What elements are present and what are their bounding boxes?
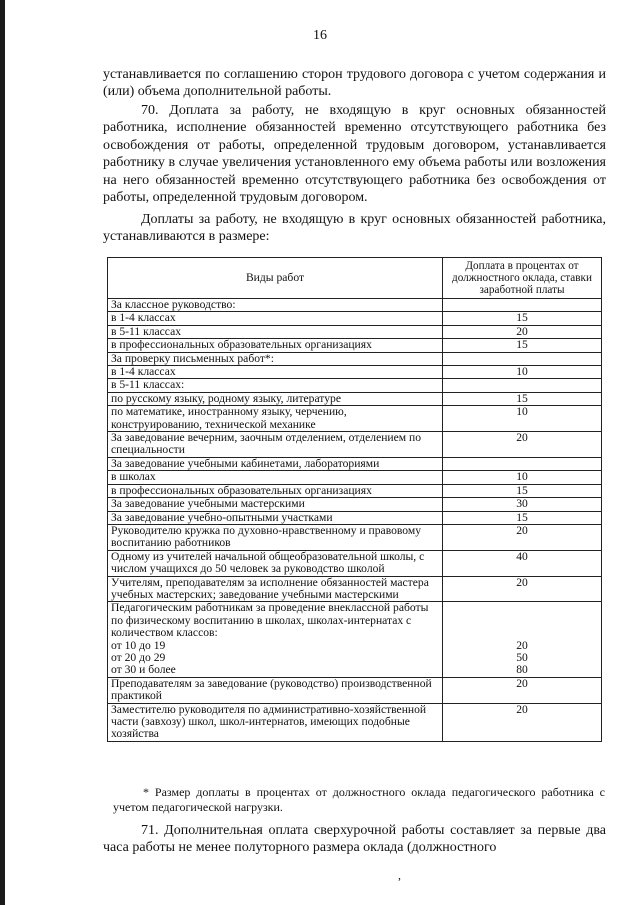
table-body — [108, 299, 602, 742]
work-type-cell: Заместителю руководителя по административно-хозяйственной части (завхозу) школ, школ-интернатов, имеющих подобные хозяйства — [108, 703, 443, 741]
work-type-cell: За заведование учебными кабинетами, лабораториями — [108, 457, 443, 470]
table-row — [108, 524, 602, 550]
work-type-cell: в 5-11 классах: — [108, 379, 443, 392]
payment-value-cell: 15 — [443, 511, 602, 524]
work-type-cell: в профессиональных образовательных организациях — [108, 339, 443, 352]
table-row — [108, 325, 602, 338]
work-type-cell: по русскому языку, родному языку, литературе — [108, 392, 443, 405]
payment-value-cell: 10 — [443, 366, 602, 379]
paragraph-continuation: устанавливается по соглашению сторон трудового договора с учетом содержания и (или) объема дополнительной работы. — [103, 67, 606, 100]
scan-edge-shadow — [0, 0, 5, 905]
payment-value-cell: 20 50 80 — [443, 602, 602, 677]
table-row — [108, 339, 602, 352]
payment-value-cell — [443, 352, 602, 365]
work-type-cell: За проверку письменных работ*: — [108, 352, 443, 365]
work-type-cell: За заведование учебно-опытными участками — [108, 511, 443, 524]
work-type-cell: За заведование учебными мастерскими — [108, 498, 443, 511]
table-row — [108, 511, 602, 524]
table-row — [108, 392, 602, 405]
table-row — [108, 352, 602, 365]
payments-table — [107, 257, 602, 742]
payment-value-cell: 15 — [443, 484, 602, 497]
work-type-cell: Учителям, преподавателям за исполнение обязанностей мастера учебных мастерских; заведование учебными мастерскими — [108, 576, 443, 602]
payment-value-cell: 20 — [443, 325, 602, 338]
work-type-cell: в 1-4 классах — [108, 312, 443, 325]
table-row — [108, 576, 602, 602]
work-type-cell: в 1-4 классах — [108, 366, 443, 379]
payment-value-cell: 20 — [443, 524, 602, 550]
table-row — [108, 677, 602, 703]
table-row — [108, 484, 602, 497]
payment-value-cell: 30 — [443, 498, 602, 511]
work-type-cell: За заведование вечерним, заочным отделением, отделением по специальности — [108, 432, 443, 458]
table-row — [108, 379, 602, 392]
table-row — [108, 550, 602, 576]
work-type-cell: Педагогическим работникам за проведение внеклассной работы по физическому воспитанию в школах, школах-интернатах с количеством классов: от 10 до 19 от 20 до 29 от 30 и более — [108, 602, 443, 677]
table-row — [108, 457, 602, 470]
header-payment-percent: Доплата в процентах от должностного оклада, ставки заработной платы — [443, 258, 602, 299]
table-row — [108, 703, 602, 741]
table-row — [108, 602, 602, 677]
payment-value-cell: 20 — [443, 677, 602, 703]
payment-value-cell: 20 — [443, 703, 602, 741]
table-row — [108, 312, 602, 325]
work-type-cell: в школах — [108, 471, 443, 484]
payment-value-cell: 40 — [443, 550, 602, 576]
work-type-cell: Руководителю кружка по духовно-нравственному и правовому воспитанию работников — [108, 524, 443, 550]
header-work-types: Виды работ — [108, 258, 443, 299]
payment-value-cell: 10 — [443, 406, 602, 432]
work-type-cell: по математике, иностранному языку, черчению, конструированию, технической механике — [108, 406, 443, 432]
bottom-mark: , — [398, 868, 401, 882]
payment-value-cell: 20 — [443, 432, 602, 458]
paragraph-71: 71. Дополнительная оплата сверхурочной работы составляет за первые два часа работы не менее полуторного размера оклада (должностного — [103, 823, 606, 856]
footnote: * Размер доплаты в процентах от должностного оклада педагогического работника с учетом педагогической нагрузки. — [113, 785, 605, 814]
payment-value-cell: 10 — [443, 471, 602, 484]
table-row — [108, 406, 602, 432]
table-row — [108, 366, 602, 379]
work-type-cell: За классное руководство: — [108, 299, 443, 312]
table-row — [108, 471, 602, 484]
paragraph-payments-intro: Доплаты за работу, не входящую в круг основных обязанностей работника, устанавливаются в размере: — [103, 212, 606, 245]
work-type-cell: в профессиональных образовательных организациях — [108, 484, 443, 497]
paragraph-70: 70. Доплата за работу, не входящую в круг основных обязанностей работника, исполнение обязанностей временно отсутствующего работника без освобождения от работы, определенной трудовым договором, устанавливается работнику в случае увеличения установленного ему объема работы или возложения на него обязанностей временно отсутствующего работника без освобождения от работы, определенной трудовым договором. — [103, 103, 606, 206]
work-type-cell: Преподавателям за заведование (руководство) производственной практикой — [108, 677, 443, 703]
payment-value-cell: 15 — [443, 339, 602, 352]
table-row — [108, 432, 602, 458]
table-header-row — [108, 258, 602, 299]
table-row — [108, 299, 602, 312]
payment-value-cell: 15 — [443, 312, 602, 325]
payment-value-cell — [443, 299, 602, 312]
table-row — [108, 498, 602, 511]
payment-value-cell: 15 — [443, 392, 602, 405]
work-type-cell: Одному из учителей начальной общеобразовательной школы, с числом учащихся до 50 человек за руководство школой — [108, 550, 443, 576]
payment-value-cell: 20 — [443, 576, 602, 602]
payment-value-cell — [443, 457, 602, 470]
payment-value-cell — [443, 379, 602, 392]
work-type-cell: в 5-11 классах — [108, 325, 443, 338]
page-number: 16 — [313, 28, 327, 43]
